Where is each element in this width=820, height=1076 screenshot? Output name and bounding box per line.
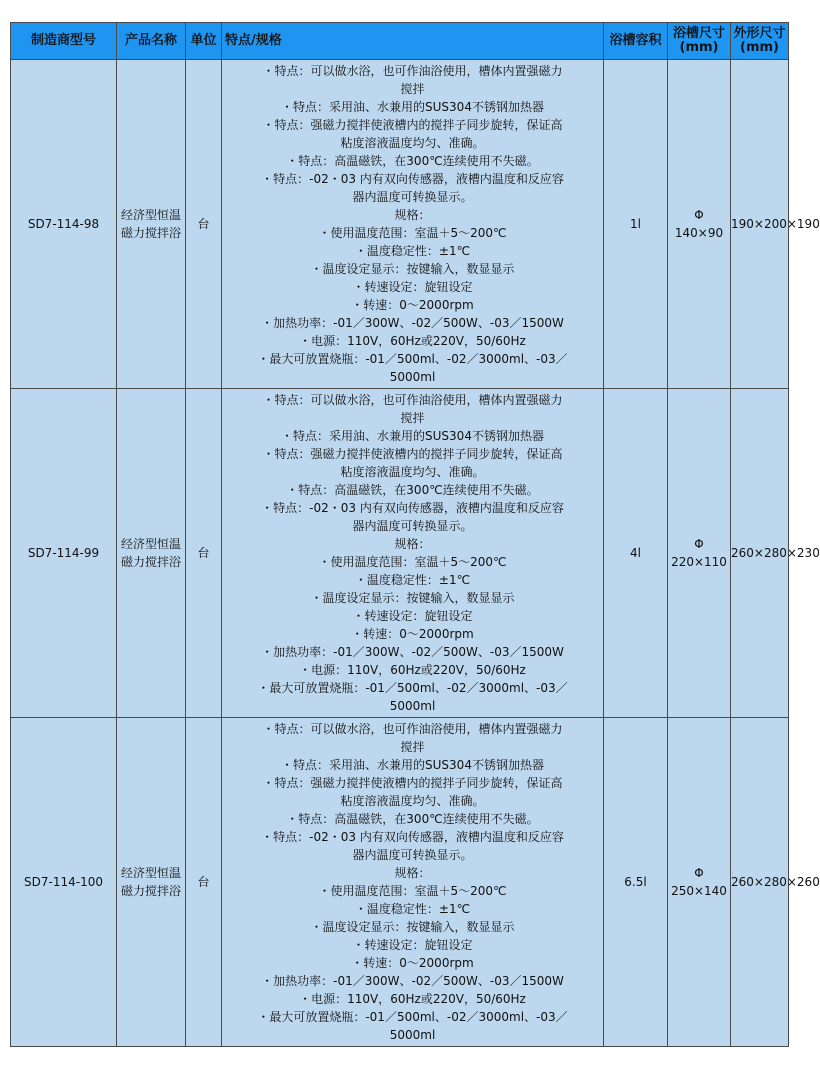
cell-volume: 4l — [604, 389, 668, 718]
feature-line: ・温度稳定性：±1℃ — [354, 244, 471, 258]
feature-line: ・最大可放置烧瓶：-01／500ml、-02／3000ml、-03／ — [257, 1010, 568, 1024]
feature-line: ・特点：高温磁铁，在300℃连续使用不失磁。 — [286, 483, 539, 497]
feature-line: 粘度溶液温度均匀、准确。 — [340, 465, 485, 479]
cell-model: SD7-114-100 — [11, 718, 117, 1047]
feature-line: ・特点：可以做水浴，也可作油浴使用，槽体内置强磁力 — [262, 722, 563, 736]
bath-size-dims: 250×140 — [671, 884, 727, 898]
feature-line: 5000ml — [389, 370, 436, 384]
feature-line: ・转速：0～2000rpm — [351, 956, 474, 970]
cell-outer-size: 260×280×260 — [731, 718, 789, 1047]
feature-line: ・温度稳定性：±1℃ — [354, 902, 471, 916]
header-volume: 浴槽容积 — [604, 23, 668, 60]
header-bath-size: 浴槽尺寸(mm) — [668, 23, 731, 60]
feature-line: ・电源：110V，60Hz或220V，50/60Hz — [299, 992, 526, 1006]
feature-line: ・温度设定显示：按键输入，数显显示 — [310, 262, 515, 276]
header-features: 特点/规格 — [222, 23, 604, 60]
bath-size-symbol: Φ — [694, 866, 704, 880]
feature-line: ・加热功率：-01／300W、-02／500W、-03／1500W — [261, 316, 564, 330]
feature-line: ・特点：高温磁铁，在300℃连续使用不失磁。 — [286, 154, 539, 168]
feature-line: ・最大可放置烧瓶：-01／500ml、-02／3000ml、-03／ — [257, 681, 568, 695]
feature-line: ・温度设定显示：按键输入，数显显示 — [310, 591, 515, 605]
feature-line: 规格： — [394, 866, 431, 880]
feature-line: ・特点：强磁力搅拌使液槽内的搅拌子同步旋转，保证高 — [262, 118, 563, 132]
bath-size-dims: 140×90 — [674, 226, 724, 240]
feature-line: ・特点：采用油、水兼用的SUS304不锈钢加热器 — [281, 100, 544, 114]
feature-line: 粘度溶液温度均匀、准确。 — [340, 136, 485, 150]
feature-line: 器内温度可转换显示。 — [352, 519, 473, 533]
header-outer-size: 外形尺寸(mm) — [731, 23, 789, 60]
feature-line: ・特点：-02・03 内有双向传感器，液槽内温度和反应容 — [261, 501, 564, 515]
cell-outer-size: 260×280×230 — [731, 389, 789, 718]
cell-bath-size — [668, 389, 731, 718]
header-name: 产品名称 — [117, 23, 186, 60]
feature-line: ・特点：可以做水浴，也可作油浴使用，槽体内置强磁力 — [262, 393, 563, 407]
feature-line: ・转速设定：旋钮设定 — [352, 938, 473, 952]
cell-name: 经济型恒温磁力搅拌浴 — [117, 718, 186, 1047]
bath-size-symbol: Φ — [694, 537, 704, 551]
cell-name: 经济型恒温磁力搅拌浴 — [117, 60, 186, 389]
header-model: 制造商型号 — [11, 23, 117, 60]
cell-bath-size — [668, 718, 731, 1047]
table-row — [11, 718, 789, 1047]
product-spec-table — [10, 22, 820, 1047]
feature-line: ・转速设定：旋钮设定 — [352, 609, 473, 623]
feature-line: 器内温度可转换显示。 — [352, 848, 473, 862]
feature-line: ・电源：110V，60Hz或220V，50/60Hz — [299, 663, 526, 677]
feature-line: ・使用温度范围：室温＋5～200℃ — [318, 884, 507, 898]
feature-line: ・使用温度范围：室温＋5～200℃ — [318, 555, 507, 569]
cell-volume: 1l — [604, 60, 668, 389]
feature-line: ・转速：0～2000rpm — [351, 298, 474, 312]
feature-line: 规格： — [394, 537, 431, 551]
feature-line: ・最大可放置烧瓶：-01／500ml、-02／3000ml、-03／ — [257, 352, 568, 366]
bath-size-dims: 220×110 — [671, 555, 727, 569]
feature-line: 搅拌 — [400, 740, 425, 754]
feature-line: ・特点：强磁力搅拌使液槽内的搅拌子同步旋转，保证高 — [262, 447, 563, 461]
feature-line: ・特点：可以做水浴，也可作油浴使用，槽体内置强磁力 — [262, 64, 563, 78]
feature-line: 搅拌 — [400, 411, 425, 425]
table-row — [11, 60, 789, 389]
cell-features — [222, 718, 604, 1047]
cell-volume: 6.5l — [604, 718, 668, 1047]
feature-line: 粘度溶液温度均匀、准确。 — [340, 794, 485, 808]
bath-size-symbol: Φ — [694, 208, 704, 222]
cell-unit: 台 — [186, 60, 222, 389]
cell-outer-size: 190×200×190 — [731, 60, 789, 389]
cell-model: SD7-114-99 — [11, 389, 117, 718]
feature-line: 规格： — [394, 208, 431, 222]
cell-features — [222, 60, 604, 389]
feature-line: 5000ml — [389, 1028, 436, 1042]
feature-line: 5000ml — [389, 699, 436, 713]
feature-line: ・特点：采用油、水兼用的SUS304不锈钢加热器 — [281, 429, 544, 443]
feature-line: ・温度稳定性：±1℃ — [354, 573, 471, 587]
feature-line: 搅拌 — [400, 82, 425, 96]
feature-line: ・使用温度范围：室温＋5～200℃ — [318, 226, 507, 240]
header-row — [11, 23, 789, 60]
cell-unit: 台 — [186, 718, 222, 1047]
cell-bath-size — [668, 60, 731, 389]
feature-line: ・特点：-02・03 内有双向传感器，液槽内温度和反应容 — [261, 830, 564, 844]
header-unit: 单位 — [186, 23, 222, 60]
feature-line: ・特点：强磁力搅拌使液槽内的搅拌子同步旋转，保证高 — [262, 776, 563, 790]
feature-line: ・特点：高温磁铁，在300℃连续使用不失磁。 — [286, 812, 539, 826]
cell-name: 经济型恒温磁力搅拌浴 — [117, 389, 186, 718]
feature-line: ・特点：-02・03 内有双向传感器，液槽内温度和反应容 — [261, 172, 564, 186]
feature-line: ・加热功率：-01／300W、-02／500W、-03／1500W — [261, 974, 564, 988]
feature-line: ・转速：0～2000rpm — [351, 627, 474, 641]
feature-line: ・特点：采用油、水兼用的SUS304不锈钢加热器 — [281, 758, 544, 772]
table-row — [11, 389, 789, 718]
cell-features — [222, 389, 604, 718]
feature-line: ・温度设定显示：按键输入，数显显示 — [310, 920, 515, 934]
feature-line: ・电源：110V，60Hz或220V，50/60Hz — [299, 334, 526, 348]
cell-model: SD7-114-98 — [11, 60, 117, 389]
feature-line: ・转速设定：旋钮设定 — [352, 280, 473, 294]
cell-unit: 台 — [186, 389, 222, 718]
feature-line: ・加热功率：-01／300W、-02／500W、-03／1500W — [261, 645, 564, 659]
feature-line: 器内温度可转换显示。 — [352, 190, 473, 204]
